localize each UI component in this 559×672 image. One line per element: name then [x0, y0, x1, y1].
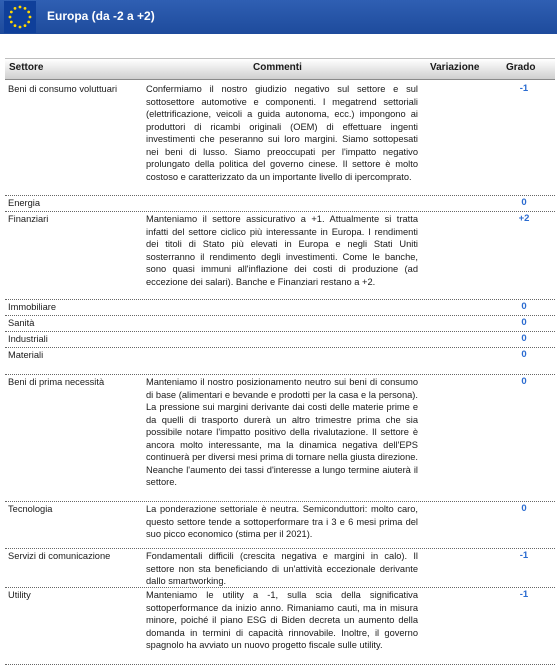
table-row — [5, 549, 555, 588]
sector-grade: 0 — [521, 301, 527, 312]
table-row — [5, 196, 555, 212]
sector-comment: La ponderazione settoriale è neutra. Semiconduttori: molto caro, questo settore tende a sottoperformare tra i 3 e 6 mesi prima del suo picco economico (stima per il 2021). — [146, 504, 418, 539]
sector-name: Beni di consumo voluttuari — [8, 84, 118, 94]
column-header-commenti: Commenti — [253, 62, 302, 73]
column-header-grado: Grado — [506, 62, 536, 73]
column-header-settore: Settore — [9, 62, 44, 73]
sector-name: Energia — [8, 198, 41, 208]
table-header — [5, 58, 555, 80]
section-header — [0, 0, 557, 34]
sector-name: Materiali — [8, 350, 44, 360]
sector-grade: 0 — [521, 333, 527, 344]
sector-comment: Manteniamo il nostro posizionamento neutro sui beni di consumo di base (alimentari e bevande e prodotti per la casa e la persona). La pressione sui margini derivante dai costi delle materie prime e da quelli di trasporto durerà un altro trimestre prima che sia possibile notare l'impatto positivo della rivalutazione. Il settore è ancora molto interessante, ma la dinamica negativa dell'EPS continuerà per diversi mesi prima di tornare nella giusta direzione. Neanche l'aumento dei tassi d'interesse a lungo termine aiuterà il settore. — [146, 377, 418, 487]
sector-name: Sanità — [8, 318, 35, 328]
sector-comment: Manteniamo il settore assicurativo a +1. Attualmente si tratta infatti del settore ciclico più interessante in Europa. I rendimenti dei titoli di Stato più elevati in Europa e negli Stati Uniti sosterranno il rendimento degli investimenti. Come le banche, sono quasi immuni all'inflazione dei costi di produzione (ad eccezione dei salari). Banche e Finanziari restano a +2. — [146, 214, 418, 287]
sector-grade: -1 — [519, 550, 529, 561]
sector-name: Tecnologia — [8, 504, 53, 514]
sector-name: Utility — [8, 590, 31, 600]
sector-comment: Confermiamo il nostro giudizio negativo sul settore e sul sottosettore automotive e componenti. I megatrend settoriali (elettrificazione, veicoli a guida autonoma, ecc.) impongono ai produttori di ricambi originali (OEM) di effettuare ingenti investimenti che peseranno sui loro margini. Siamo sottopesati nei beni di lusso. Siamo preoccupati per l'impatto negativo prolungato della politica del governo cinese. Il settore è molto costoso e caratterizzato da un importante livello di ipercomprato. — [146, 84, 418, 182]
sector-comment: Fondamentali difficili (crescita negativa e margini in calo). Il settore non sta beneficiando di un'attività eccezionale derivante dallo smartworking. — [146, 551, 418, 586]
sector-grade: 0 — [521, 197, 527, 208]
sector-name: Immobiliare — [8, 302, 57, 312]
sector-grade: 0 — [521, 376, 527, 387]
sector-grade: 0 — [521, 317, 527, 328]
sector-comment: Manteniamo le utility a -1, sulla scia della significativa sottoperformance da inizio anno. Rimaniamo cauti, ma in misura minore, poiché il piano ESG di Biden decreta un aumento della domanda in termini di capacità rinnovabile. Inoltre, il governo spagnolo ha avviato un nuovo progetto fiscale sulle utility. — [146, 590, 418, 650]
table-row — [5, 588, 555, 665]
eu-flag-icon — [4, 1, 36, 33]
sector-name: Industriali — [8, 334, 48, 344]
table-row — [5, 332, 555, 348]
table-row — [5, 212, 555, 300]
table-row — [5, 348, 555, 375]
sector-grade: +2 — [518, 213, 530, 224]
table-row — [5, 300, 555, 316]
column-header-variazione: Variazione — [430, 62, 480, 73]
sector-grade: -1 — [519, 589, 529, 600]
table-row — [5, 375, 555, 502]
table-row — [5, 82, 555, 196]
sector-name: Servizi di comunicazione — [8, 551, 111, 561]
table-row — [5, 316, 555, 332]
sector-grade: 0 — [521, 503, 527, 514]
sector-grade: -1 — [519, 83, 529, 94]
table-row — [5, 502, 555, 549]
section-title: Europa (da -2 a +2) — [47, 9, 155, 23]
sector-grade: 0 — [521, 349, 527, 360]
sector-name: Finanziari — [8, 214, 49, 224]
sector-name: Beni di prima necessità — [8, 377, 105, 387]
